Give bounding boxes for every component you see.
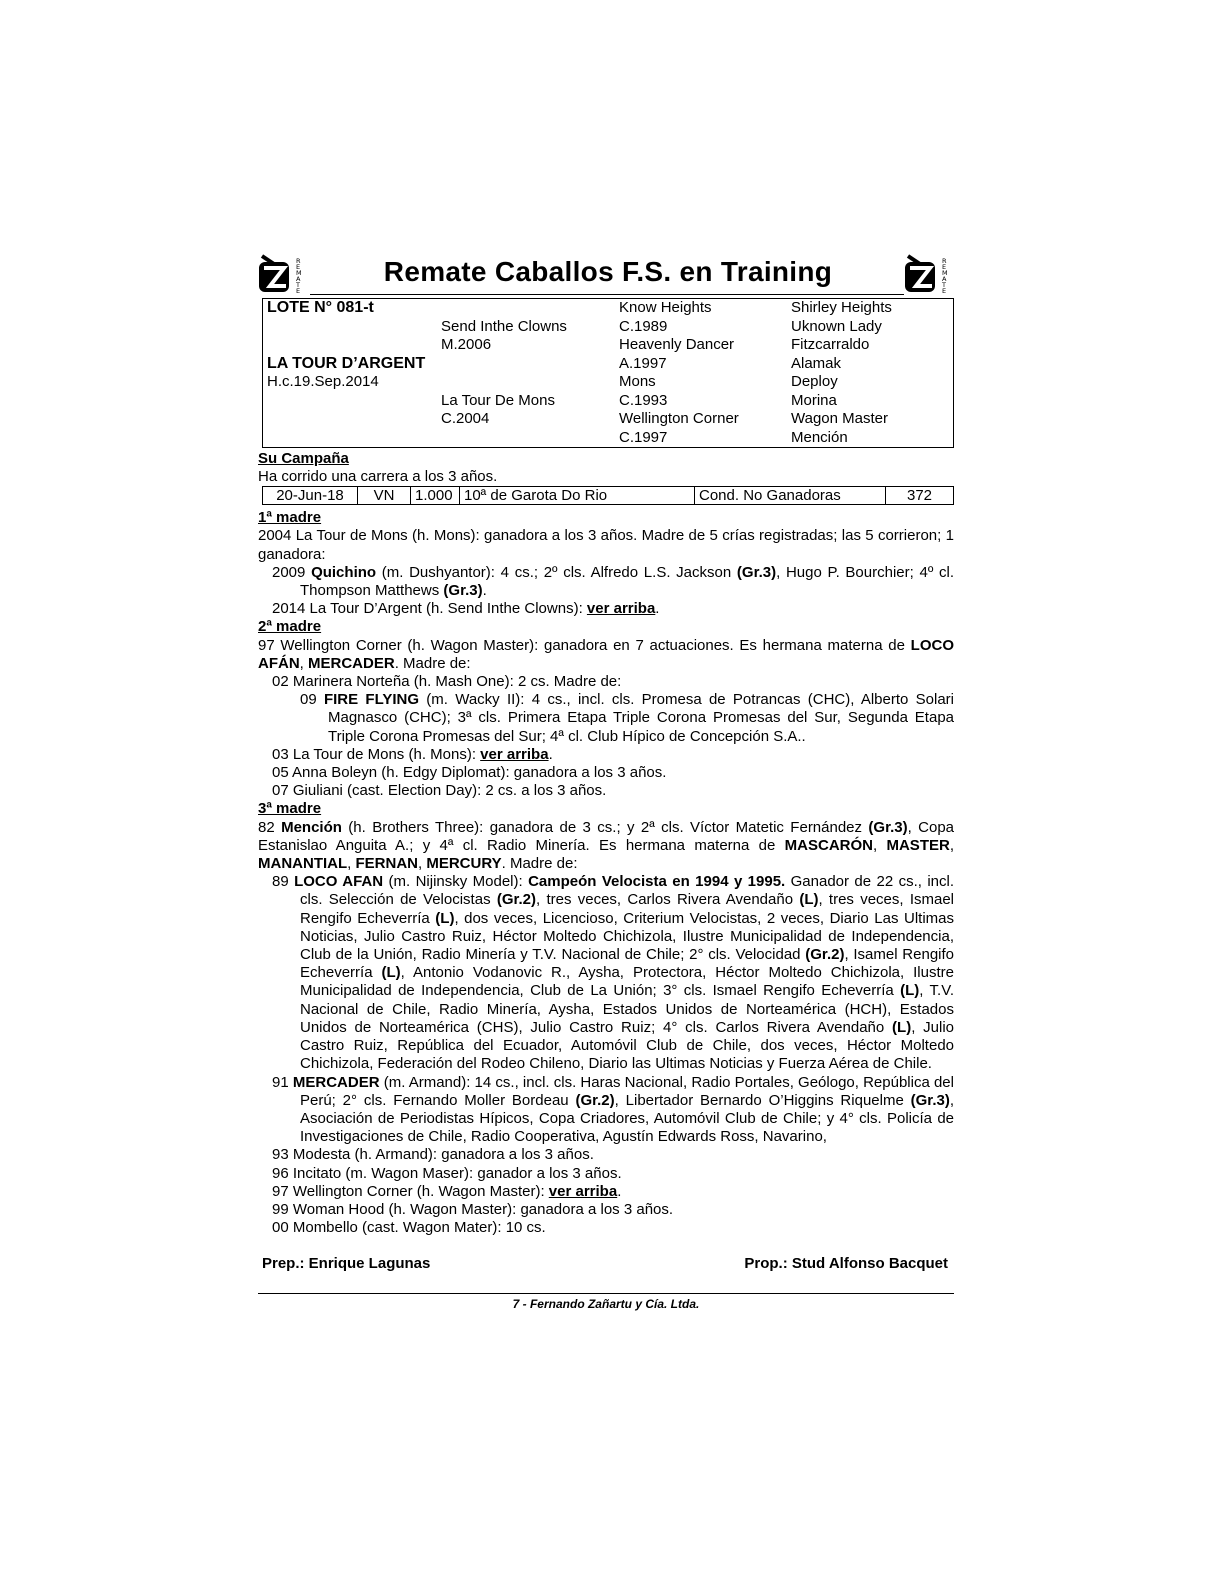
pedigree-gen4: Alamak [791,354,842,372]
progeny-entry: 05 Anna Boleyn (h. Edgy Diplomat): ganadora a los 3 años. [272,764,667,782]
progeny-entry: 97 Wellington Corner (h. Wagon Master): ver arriba. [272,1182,622,1200]
sire-name: Send Inthe Clowns [441,317,567,335]
page-header [258,250,954,298]
pedigree-gen3: C.1993 [619,391,668,409]
pedigree-gen4: Uknown Lady [791,317,882,335]
pedigree-gen3: Mons [619,373,656,390]
progeny-entry: 93 Modesta (h. Armand): ganadora a los 3 años. [272,1146,594,1164]
progeny-entry: 2014 La Tour D’Argent (h. Send Inthe Clowns): ver arriba. [272,600,660,618]
trainer-label: Prep.: Enrique Lagunas [262,1255,431,1273]
title-underline [310,294,904,295]
progeny-entry: 02 Marinera Norteña (h. Mash One): 2 cs. Madre de: [272,673,622,691]
dam-info: C.2004 [441,410,490,427]
progeny-entry: 91 MERCADER (m. Armand): 14 cs., incl. cls. Haras Nacional, Radio Portales, Geólogo, República del Perú; 2° cls. Fernando Moller Bordeau (Gr.2), Libertador Bernardo O’Higgins Riquelme (Gr.3), Asociación de Periodistas Hípicos, Copa Criadores, Automóvil Club de Chile; y 4° cls. Policía de Investigaciones de Chile, Radio Cooperativa, Agustín Edwards Ross, Navarino, [272,1073,954,1146]
page-footer: 7 - Fernando Zañartu y Cía. Ltda. [512,1297,700,1312]
race-row [263,487,954,505]
footer-rule [258,1293,954,1294]
progeny-entry: 07 Giuliani (cast. Election Day): 2 cs. a los 3 años. [272,782,607,800]
horse-info: H.c.19.Sep.2014 [267,373,379,390]
progeny-entry: 00 Mombello (cast. Wagon Mater): 10 cs. [272,1219,546,1237]
pedigree-gen4: Fitzcarraldo [791,336,870,353]
svg-text:E: E [296,287,301,294]
remates-logo-left [258,254,308,294]
trainer-owner-row [258,1255,954,1275]
catalog-title: Remate Caballos F.S. en Training [383,256,833,287]
svg-text:E: E [942,287,947,294]
svg-text:E: E [296,263,301,271]
race-track: VN [358,487,411,505]
pedigree-gen3: A.1997 [619,354,667,372]
pedigree-gen4: Shirley Heights [791,299,892,316]
remates-logo-right [904,254,954,294]
madre2-intro: 97 Wellington Corner (h. Wagon Master): ganadora en 7 actuaciones. Es hermana materna de LOCO AFÁN, MERCADER. Madre de: [258,636,954,672]
madre1-intro: 2004 La Tour de Mons (h. Mons): ganadora a los 3 años. Madre de 5 crías registradas; las 5 corrieron; 1 ganadora: [258,527,954,563]
race-number: 372 [886,487,954,505]
sire-info: M.2006 [441,336,492,353]
svg-text:A: A [942,275,947,283]
pedigree-table [262,298,954,448]
progeny-entry: 96 Incitato (m. Wagon Maser): ganador a los 3 años. [272,1164,622,1182]
svg-text:E: E [942,263,947,271]
madre1-heading: 1ª madre [258,509,322,527]
madre2-heading: 2ª madre [258,618,322,636]
pedigree-gen3: C.1989 [619,317,668,335]
owner-label: Prop.: Stud Alfonso Bacquet [744,1255,948,1273]
pedigree-gen4: Wagon Master [791,410,888,427]
ver-arriba-link: ver arriba [548,1182,618,1200]
pedigree-gen3: Wellington Corner [619,410,739,427]
campana-summary: Ha corrido una carrera a los 3 años. [258,468,498,485]
madre3-heading: 3ª madre [258,800,322,818]
progeny-entry: 03 La Tour de Mons (h. Mons): ver arriba. [272,745,553,763]
race-date: 20-Jun-18 [263,487,358,505]
madre3-intro: 82 Mención (h. Brothers Three): ganadora de 3 cs.; y 2ª cls. Víctor Matetic Fernández (Gr.3), Copa Estanislao Anguita A.; y 4ª cl. Radio Minería. Es hermana materna de MASCARÓN, MASTER, MANANTIAL, FERNAN, MERCURY. Madre de: [258,818,955,873]
pedigree-gen3: Know Heights [619,299,712,316]
svg-text:M: M [942,269,948,277]
progeny-subentry: 09 FIRE FLYING (m. Wacky II): 4 cs., incl. cls. Promesa de Potrancas (CHC), Alberto Solari Magnasco (CHC); 3ª cls. Primera Etapa Triple Corona Promesas del Sur, Segunda Etapa Triple Corona Promesas del Sur; 4ª cl. Club Hípico de Concepción S.A.. [300,691,954,745]
pedigree-gen3: C.1997 [619,428,668,446]
ver-arriba-link: ver arriba [480,745,549,763]
pedigree-gen4: Deploy [791,373,838,390]
pedigree-gen4: Mención [791,428,848,446]
catalog-page [258,250,954,1311]
race-condition: Cond. No Ganadoras [695,487,886,505]
progeny-entry: 2009 Quichino (m. Dushyantor): 4 cs.; 2º cls. Alfredo L.S. Jackson (Gr.3), Hugo P. Bourchier; 4º cl. Thompson Matthews (Gr.3). [272,563,954,600]
progeny-entry: 89 LOCO AFAN (m. Nijinsky Model): Campeón Velocista en 1994 y 1995. Ganador de 22 cs., incl. cls. Selección de Velocistas (Gr.2), tres veces, Carlos Rivera Avendaño (L), tres veces, Ismael Rengifo Echeverría (L), dos veces, Licencioso, Criterium Velocistas, 2 veces, Diario Las Ultimas Noticias, Julio Castro Ruiz, Héctor Moltedo Chichizola, Ilustre Municipalidad de Independencia, Club de la Unión, Radio Minería y T.V. Nacional de Chile; 2° cls. Velocidad (Gr.2), Isamel Rengifo Echeverría (L), Antonio Vodanovic R., Aysha, Protectora, Héctor Moltedo Chichizola, Ilustre Municipalidad de Independencia, Club de La Unión; 3° cls. Ismael Rengifo Echeverría (L), T.V. Nacional de Chile, Radio Minería, Aysha, Estados Unidos de Norteamérica (HCH), Estados Unidos de Norteamérica (CHS), Julio Castro Ruiz; 4° cls. Carlos Rivera Avendaño (L), Julio Castro Ruiz, República del Ecuador, Automóvil Club de Chile, dos veces, Héctor Moltedo Chichizola, Federación del Rodeo Chileno, Diario las Ultimas Noticias y Fuerza Aérea de Chile. [272,873,955,1073]
dam-name: La Tour De Mons [441,391,555,409]
svg-text:T: T [942,281,946,289]
horse-name: LA TOUR D’ARGENT [267,354,426,372]
pedigree-gen4: Morina [791,391,837,409]
svg-text:R: R [296,257,301,265]
lote-number: LOTE N° 081-t [267,299,374,316]
race-place: 10ª de Garota Do Rio [460,487,695,505]
race-distance: 1.000 [411,487,460,505]
svg-text:R: R [942,257,947,265]
ver-arriba-link: ver arriba [586,600,656,618]
svg-text:T: T [296,281,300,289]
svg-text:A: A [296,275,301,283]
svg-text:M: M [296,269,302,277]
campana-heading: Su Campaña [258,450,349,467]
progeny-entry: 99 Woman Hood (h. Wagon Master): ganadora a los 3 años. [272,1200,674,1218]
race-table [262,486,954,505]
pedigree-gen3: Heavenly Dancer [619,336,735,353]
